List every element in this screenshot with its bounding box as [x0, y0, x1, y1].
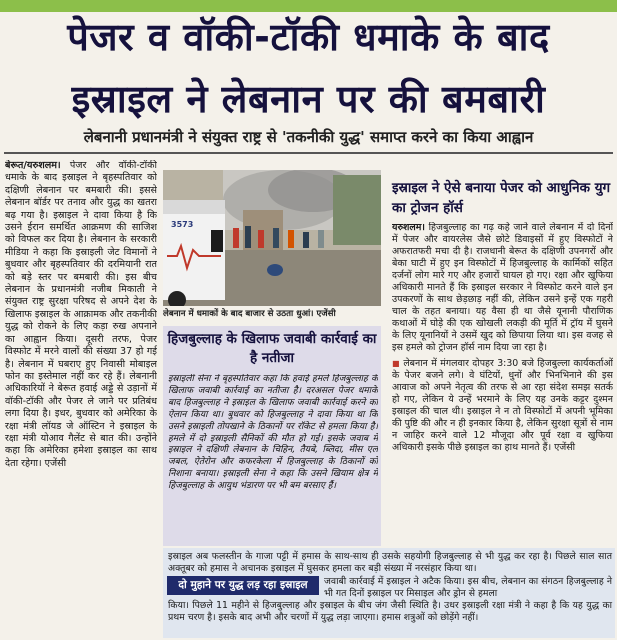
market-smoke-illustration [163, 170, 381, 306]
main-story-dateline: बेरूत/यरुशलम। [5, 160, 61, 171]
headline-line-2: इस्राइल ने लेबनान पर की बमबारी [71, 77, 546, 121]
right-story-column [392, 222, 613, 542]
right-story-headline: इस्राइल ने ऐसे बनाया पेजर को आधुनिक युग का ट्रोजन हॉर्स [392, 180, 611, 216]
ambulance-number: 3573 [171, 220, 194, 229]
main-story-column [5, 160, 157, 570]
news-photo [163, 170, 381, 306]
right-story-bullet-text: लेबनान में मंगलवार दोपहर 3:30 बजे हिजबुल्ला कार्यकर्ताओं के पेजर बजने लगे। वे घंटियों, धुनों और भिनभिनाने की इस आवाज को अपने नेतृत्व की तरफ से आ रहा संदेश समझ सतर्क हो गए, लेकिन ये उन्हें भरमाने के लिए यह उनके कट्टर दुश्मन इस्राइल की चाल थी। इस्राइल ने न तो विस्फोटों में अपनी भूमिका की पुष्टि की और न ही इनकार किया है, लेकिन सुरक्षा सूत्रों से नाम न जाहिर करने वाले 12 मौजूदा और पूर्व रक्षा व खुफिया अधिकारी इसके पीछे इस्राइल का हाथ मानते हैं। एजेंसी [392, 358, 613, 453]
subheadline: लेबनानी प्रधानमंत्री ने संयुक्त राष्ट्र से 'तकनीकी युद्ध' समाप्त करने का किया आह्वान [83, 128, 534, 146]
right-story-bullet-paragraph [392, 358, 613, 454]
bottom-story-banner: दो मुहाने पर युद्ध लड़ रहा इस्राइल [167, 576, 319, 595]
right-story-dateline: यरुशलम। [392, 222, 425, 233]
sidebar-headline: हिजबुल्लाह के खिलाफ जवाबी कार्रवाई का है नतीजा [167, 331, 377, 366]
sidebar-story-text: इस्राइली सेना ने बृहस्पतिवार कहा कि हवाई हमले हिजबुल्लाह के खिलाफ जवाबी कार्रवाई का नतीजा है। दरअसल पेजर धमाके बाद हिजबुल्लाह ने इस्राइल के खिलाफ जवाबी कार्रवाई करने का ऐलान किया था। बुधवार को हिजबुल्लाह ने दावा किया था कि उसने इस्राइली तोपखाने के ठिकानों पर रॉकेट से हमला किया है। हमले में दो इस्राइली सैनिकों की मौत हो गई। इसके जवाब में इस्राइल ने दक्षिणी लेबनान के चिहिन, तैयबे, ब्लिदा, मीस एल जबल, ऐतेरोन और कफरकेला में हिजबुल्लाह के ठिकानों को निशाना बनाया। इस्राइली सेना ने कहा कि उसने खियाम क्षेत्र में हिजबुल्लाह के आयुध भंडारण पर भी बम बरसाए हैं। [168, 374, 378, 492]
right-story-text: हिजबुल्लाह का गढ़ कहे जाने वाले लेबनान में दो दिनों में पेजर और वायरलेस जैसे छोटे डिवाइसों में हुए विस्फोटों ने अफरातफरी मचा दी है। राजधानी बेरूत के दक्षिणी उपनगरों और बेका घाटी में हुए इन विस्फोटों में हिजबुल्लाह के कार्मिकों सहित दर्जनों लोग मारे गए और हजारों घायल हो गए। रक्षा और खुफिया अधिकारी मानते हैं कि इस्राइल सरकार ने विस्फोट करने वाले इन उपकरणों के साथ छेड़छाड़ नहीं की, लेकिन उसने इन्हें एक गहरी चाल के तहत बनाया। यह वैसा ही था जैसे यूनानी पौराणिक कथाओं में घोड़े की एक खोखली लकड़ी की मूर्ति में ट्रॉय में घुसने के लिए यूनानियों ने उसमें खुद को छिपाया लिया था। इस वजह से इस हमले को ट्रोजन हॉर्स नाम दिया जा रहा है। [392, 222, 613, 353]
headline-line-1: पेजर व वॉकी-टॉकी धमाके के बाद [67, 15, 550, 59]
bottom-story-tail: किया। पिछले 11 महीने से हिजबुल्लाह और इस्राइल के बीच जंग जैसी स्थिति है। उधर इस्राइली रक्षा मंत्री ने कहा है कि यह युद्ध का प्रथम चरण है। इसके बाद अभी और चरणों में युद्ध लड़ा जाएगा। हमास शत्रुओं को छोड़ेंगे नहीं। [168, 600, 612, 623]
main-story-text: पेजर और वॉकी-टॉकी धमाके के बाद इस्राइल ने बृहस्पतिवार को दक्षिणी लेबनान पर बमबारी की। इससे लेबनान बॉर्डर पर तनाव और युद्ध का खतरा बढ़ गया है। इस्राइल ने दावा किया है कि उसने ईरान समर्थित आक्रमण की साजिश को विफल कर दिया है। लेबनान के सरकारी मीडिया ने कहा कि इस्राइली जेट विमानों ने बुधवार और बृहस्पतिवार की दरमियानी रात को बड़े स्तर पर बमबारी की। इस बीच लेबनान के प्रधानमंत्री नजीब मिकाती ने संयुक्त राष्ट्र सुरक्षा परिषद से अपने देश के खिलाफ इस्राइल के आक्रामक और तकनीकी युद्ध को रोकने के लिए कड़ा रुख अपनाने का आह्वान किया। दूसरी तरफ, पेजर विस्फोट में मरने वालों की संख्या 37 हो गई है। लेबनान में घबराए हुए निवासी मोबाइल फोन का इस्तेमाल नहीं कर रहे हैं। लेबनानी अधिकारियों ने बेरूत हवाई अड्डे से उड़ानों में वॉकी-टॉकी और पेजर ले जाने पर प्रतिबंध लगा दिया है। इधर, बुधवार को अमेरिका के रक्षा मंत्री लॉयड जे ऑस्टिन ने इस्राइल के रक्षा मंत्री योआव गैलेंट से बात की। उन्होंने कहा कि अमेरिका हमेशा इस्राइल का साथ देता रहेगा। एजेंसी [5, 160, 157, 469]
divider-rule [4, 152, 613, 154]
bottom-story-beside-banner: जवाबी कार्रवाई में इस्राइल ने अटैक किया। इस बीच, लेबनान का संगठन हिजबुल्लाह ने भी गत दिनों इस्राइल पर मिसाइल और ड्रोन से हमला [324, 576, 612, 599]
photo-caption: लेबनान में धमाकों के बाद बाजार से उठता धुआं। एजेंसी [163, 309, 336, 319]
bottom-story-intro: इस्राइल अब फलस्तीन के गाजा पट्टी में हमास के साथ-साथ ही उसके सहयोगी हिजबुल्लाह से भी युद्ध कर रहा है। पिछले साल सात अक्तूबर को हमास ने अचानक इस्राइल में घुसकर हमला कर बड़ी संख्या में नरसंहार किया था। [168, 551, 612, 574]
square-bullet-icon: ■ [392, 359, 400, 368]
top-color-bar [0, 0, 617, 12]
